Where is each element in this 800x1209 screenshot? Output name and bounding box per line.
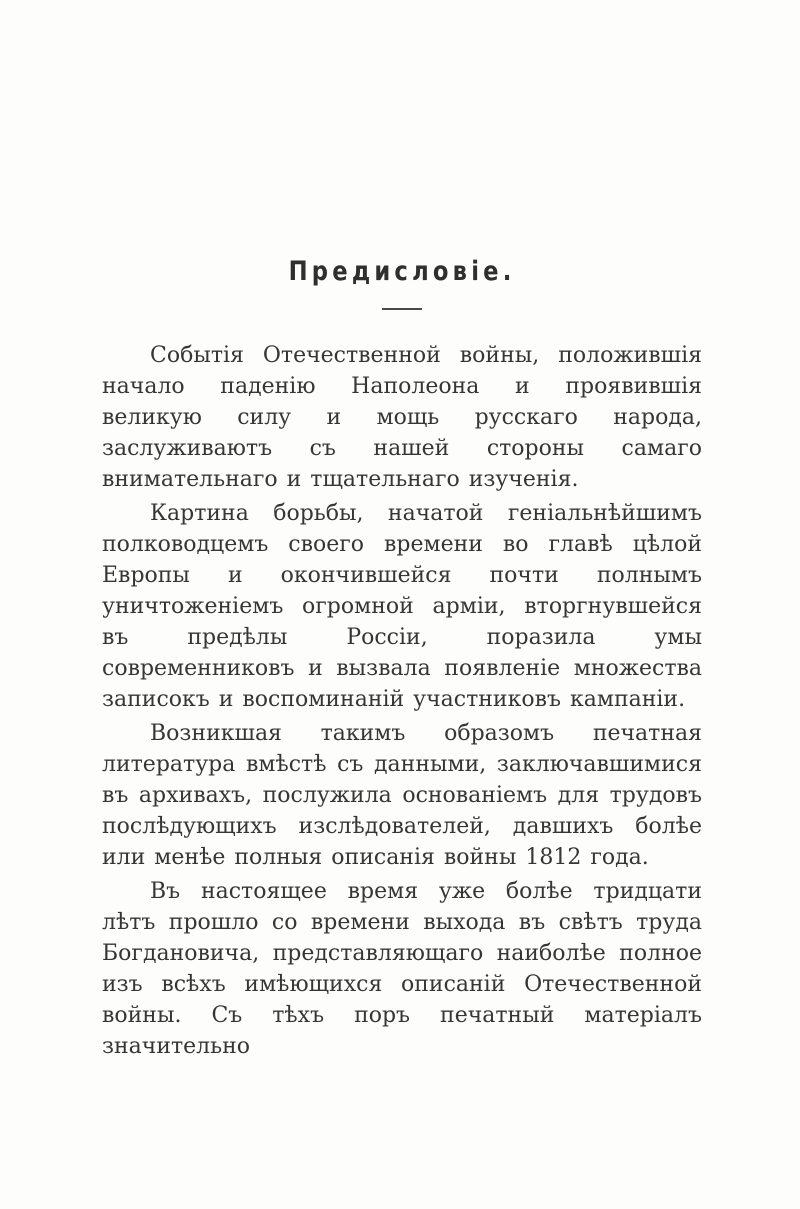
ornament-divider: [382, 308, 422, 310]
page-title-text: Предисловіе.: [288, 256, 516, 287]
page-title: [102, 256, 702, 288]
page-content: [102, 340, 702, 1062]
paragraph: Картина борьбы, начатой геніальнѣйшимъ полководцемъ своего времени во главѣ цѣлой Европы и окончившейся почти полнымъ уничтоженіемъ огромной арміи, вторгнувшейся въ предѣлы Россіи, поразила умы современниковъ и вызвала появленіе множества записокъ и воспоминаній участниковъ кампаніи.: [102, 501, 702, 713]
paragraph: Въ настоящее время уже болѣе тридцати лѣтъ прошло со времени выхода въ свѣтъ труда Богдановича, представляющаго наиболѣе полное изъ всѣхъ имѣющихся описаній Отечественной войны. Съ тѣхъ поръ печатный матеріалъ значительно: [102, 879, 702, 1060]
paragraph: Событія Отечественной войны, положившія начало паденію Наполеона и проявившія великую силу и мощь русскаго народа, заслуживаютъ съ нашей стороны самаго внимательнаго и тщательнаго изученія.: [102, 343, 702, 493]
paragraph: Возникшая такимъ образомъ печатная литература вмѣстѣ съ данными, заключавшимися въ архивахъ, послужила основаніемъ для трудовъ послѣдующихъ изслѣдователей, давшихъ болѣе или менѣе полныя описанія войны 1812 года.: [102, 721, 702, 871]
